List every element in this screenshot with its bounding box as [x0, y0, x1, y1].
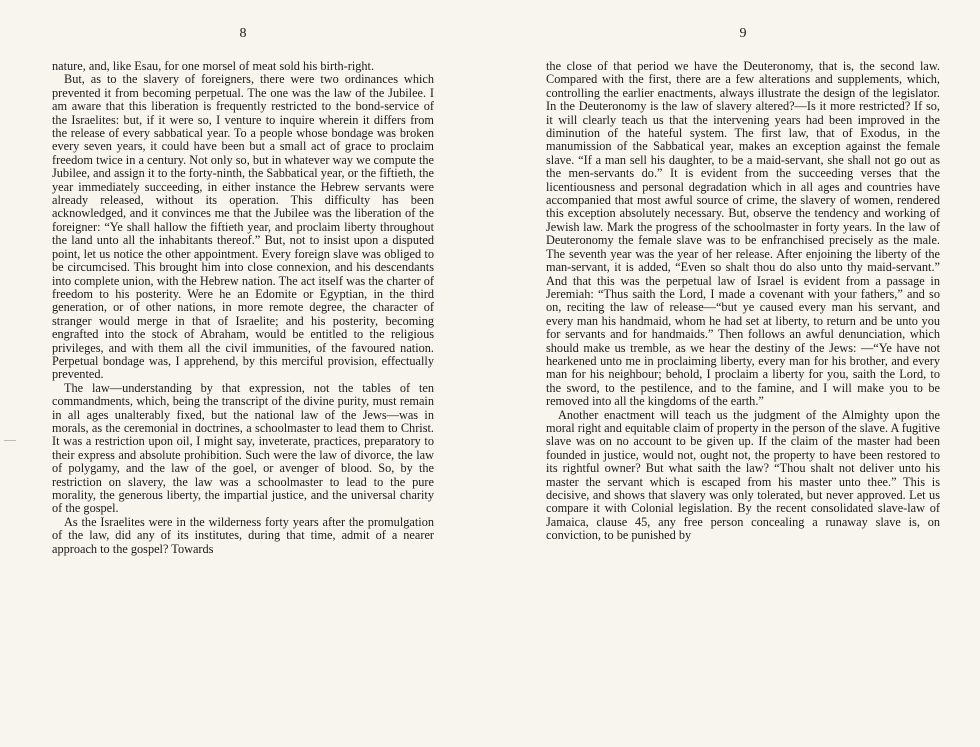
right-page — [546, 0, 940, 747]
left-page — [52, 0, 434, 747]
left-page-text — [52, 60, 434, 556]
paragraph: Another enactment will teach us the judgment of the Almighty upon the moral right and equitable claim of property in the person of the slave. A fugitive slave was on no account to be given up. If the claim of the master had been founded in justice, would not, ought not, the property to have been restored to its rightful owner? But what saith the law? “Thou shalt not deliver unto his master the servant which is escaped from his master unto thee.” This is decisive, and shows that slavery was only tolerated, but never approved. Let us compare it with Colonial legislation. By the recent consolidated slave-law of Jamaica, clause 45, any free person concealing a runaway slave is, on conviction, to be punished by — [546, 407, 940, 543]
paragraph: The law—understanding by that expression, not the tables of ten commandments, which, being the transcript of the divine purity, must remain in all ages unalterably fixed, but the national law of the Jews—was in morals, as the ceremonial in doctrines, a schoolmaster to lead them to Christ. It was a restriction upon oil, I might say, inveterate, practices, preparatory to their express and absolute prohibition. Such were the law of divorce, the law of polygamy, and the law of the goel, or avenger of blood. So, by the restriction on slavery, the law was a schoolmaster to lead to the pure morality, the generous liberty, the impartial justice, and the universal charity of the gospel. — [52, 380, 434, 516]
paragraph: But, as to the slavery of foreigners, there were two ordinances which prevented it from becoming perpetual. The one was the law of the Jubilee. I am aware that this liberation is frequently restricted to the bond-service of the Israelites: but, if it were so, I venture to inquire wherein it differs from the release of every sabbatical year. To a people whose bondage was broken every seven years, it could have been but a small act of grace to proclaim freedom twice in a century. Not only so, but in whatever way we compute the Jubilee, and assign it to the forty-ninth, the Sabbatical year, or the fiftieth, the year immediately succeeding, in either instance the Hebrew servants were already released, without its operation. This difficulty has been acknowledged, and it convinces me that the Jubilee was the liberation of the foreigner: “Ye shall hallow the fiftieth year, and proclaim liberty throughout the land unto all the inhabitants thereof.” But, not to insist upon a disputed point, let us notice the other appointment. Every foreign slave was obliged to be circumcised. This brought him into close connexion, and his descendants into complete union, with the Hebrew nation. The act itself was the charter of freedom to his posterity. Were he an Edomite or Egyptian, in the third generation, or of other nations, in more remote degree, the character of stranger would merge in that of Israelite; and his posterity, becoming engrafted into the stock of Abraham, would be entitled to the religious privileges, and with them all the civil immunities, of the favoured nation. Perpetual bondage was, I apprehend, by this merciful provision, effectually prevented. — [52, 72, 434, 382]
paragraph: the close of that period we have the Deuteronomy, that is, the second law. Compared with the first, there are a few alterations and supplements, which, controlling the earlier enactments, always illustrate the design of the legislator. In the Deuteronomy is the law of slavery altered?—Is it more restricted? If so, it will clearly teach us that the intervening years had been improved in the diminution of the hateful system. The first law, that of Exodus, in the manumission of the Sabbatical year, makes an exception against the female slave. “If a man sell his daughter, to be a maid-servant, she shall not go out as the men-servants do.” It is evident from the succeeding verses that the licentiousness and personal degradation which in all ages and countries have accompanied that most awful source of crime, the slavery of women, rendered this exception absolutely necessary. But, observe the tendency and working of Jewish law. Mark the progress of the schoolmaster in forty years. In the law of Deuteronomy the female slave was to be enfranchised precisely as the male. The seventh year was the year of her release. After enjoining the liberty of the man-servant, it is added, “Even so shalt thou do also unto thy maid-servant.” And that this was the perpetual law of Israel is evident from a passage in Jeremiah: “Thus saith the Lord, I made a covenant with your fathers,” and so on, reciting the law of release—“but ye caused every man his servant, and every man his handmaid, whom he had set at liberty, to return and be unto you for servants and for handmaids.” Then follows an awful denunciation, which should make us tremble, as we hear the destiny of the Jews: —“Ye have not hearkened unto me in proclaiming liberty, every man for his brother, and every man for his neighbour; behold, I proclaim a liberty for you, saith the Lord, to the sword, to the pestilence, and to the famine, and I will make you to be removed into all the kingdoms of the earth.” — [546, 59, 940, 409]
right-page-text — [546, 60, 940, 543]
gutter-mark — [4, 440, 16, 441]
page-number-right: 9 — [739, 26, 747, 41]
page-number-left: 8 — [239, 26, 247, 41]
paragraph: As the Israelites were in the wilderness forty years after the promulgation of the law, did any of its institutes, during that time, admit of a nearer approach to the gospel? Towards — [52, 514, 434, 556]
paragraph: nature, and, like Esau, for one morsel of meat sold his birth-right. — [52, 59, 375, 73]
